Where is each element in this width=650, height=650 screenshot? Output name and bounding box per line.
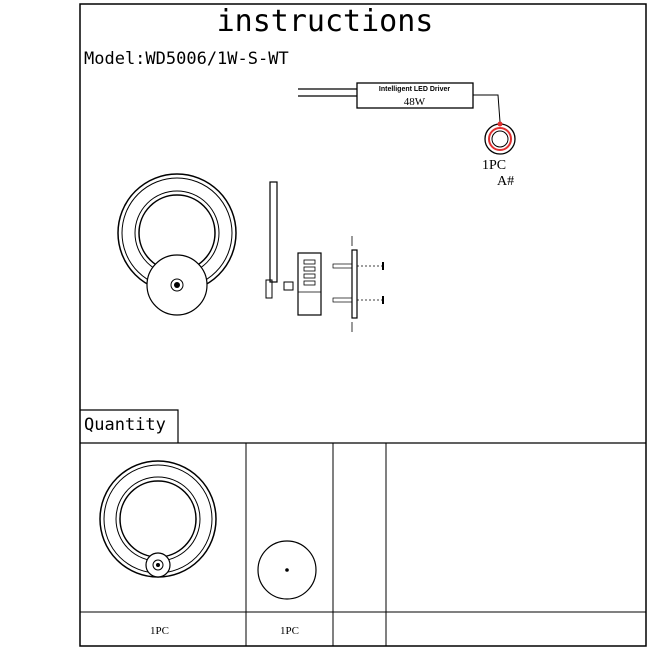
remote-ring-icon	[485, 122, 515, 155]
bracket-drawing	[333, 236, 384, 332]
quantity-cell-lamp: 1PC	[150, 625, 169, 637]
driver-power: 48W	[403, 96, 426, 108]
remote-quantity: 1PC	[482, 158, 507, 173]
driver-label: Intelligent LED Driver	[378, 86, 451, 93]
mounting-box-drawing	[298, 253, 321, 315]
table-lamp-drawing	[100, 461, 216, 577]
page-title: instructions	[216, 4, 434, 39]
remote-code: A#	[497, 174, 515, 189]
quantity-heading: Quantity	[84, 415, 166, 435]
lamp-front-view	[118, 174, 236, 315]
table-disc-drawing	[258, 541, 316, 599]
model-number: Model:WD5006/1W-S-WT	[84, 49, 289, 69]
quantity-cell-disc: 1PC	[280, 625, 299, 637]
lamp-side-view	[266, 182, 293, 298]
